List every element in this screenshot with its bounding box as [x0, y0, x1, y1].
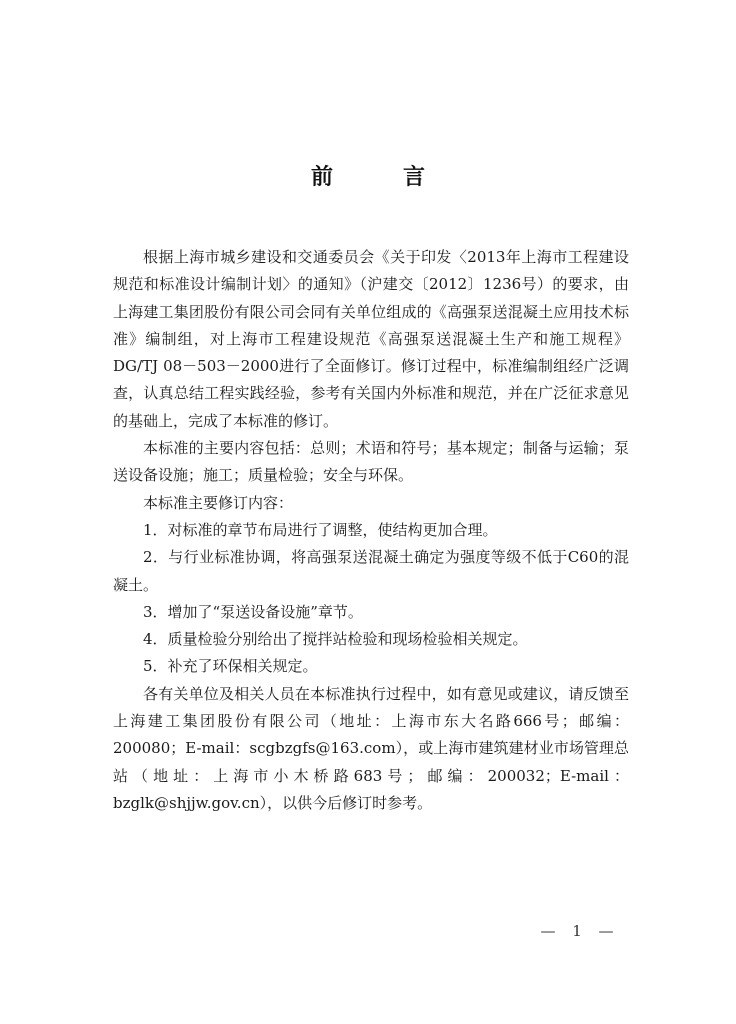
- page-title: 前 言: [310, 165, 449, 190]
- revision-item-1: 1．对标准的章节布局进行了调整，使结构更加合理。: [143, 520, 498, 539]
- paragraph-main-content: 本标准的主要内容包括：总则；术语和符号；基本规定；制备与运输；泵送设备设施；施工；质量检验；安全与环保。: [113, 439, 629, 485]
- revision-item-3: 3．增加了“泵送设备设施”章节。: [143, 602, 363, 621]
- paragraph-revision-heading: 本标准主要修订内容：: [143, 493, 294, 512]
- revision-item-5: 5．补充了环保相关规定。: [143, 657, 318, 676]
- paragraph-feedback: 各有关单位及相关人员在本标准执行过程中，如有意见或建议，请反馈至上海建工集团股份有限公司（地址：上海市东大名路666号；邮编：200080；E-mail：scgbzgfs@163.com），或上海市建筑建材业市场管理总站（地址：上海市小木桥路683号；邮编：200032；E-mail：bzglk@shjjw.gov.cn），以供今后修订时参考。: [113, 684, 629, 812]
- document-body: [113, 244, 629, 817]
- paragraph-background: 根据上海市城乡建设和交通委员会《关于印发〈2013年上海市工程建设规范和标准设计编制计划〉的通知》（沪建交〔2012〕1236号）的要求，由上海建工集团股份有限公司会同有关单位组成的《高强泵送混凝土应用技术标准》编制组，对上海市工程建设规范《高强泵送混凝土生产和施工规程》DG/TJ 08－503－2000进行了全面修订。修订过程中，标准编制组经广泛调查，认真总结工程实践经验，参考有关国内外标准和规范，并在广泛征求意见的基础上，完成了本标准的修订。: [113, 248, 629, 430]
- revision-item-4: 4．质量检验分别给出了搅拌站检验和现场检验相关规定。: [143, 630, 528, 649]
- revision-item-2: 2．与行业标准协调，将高强泵送混凝土确定为强度等级不低于C60的混凝土。: [113, 548, 629, 594]
- page-number: — 1 —: [540, 922, 620, 940]
